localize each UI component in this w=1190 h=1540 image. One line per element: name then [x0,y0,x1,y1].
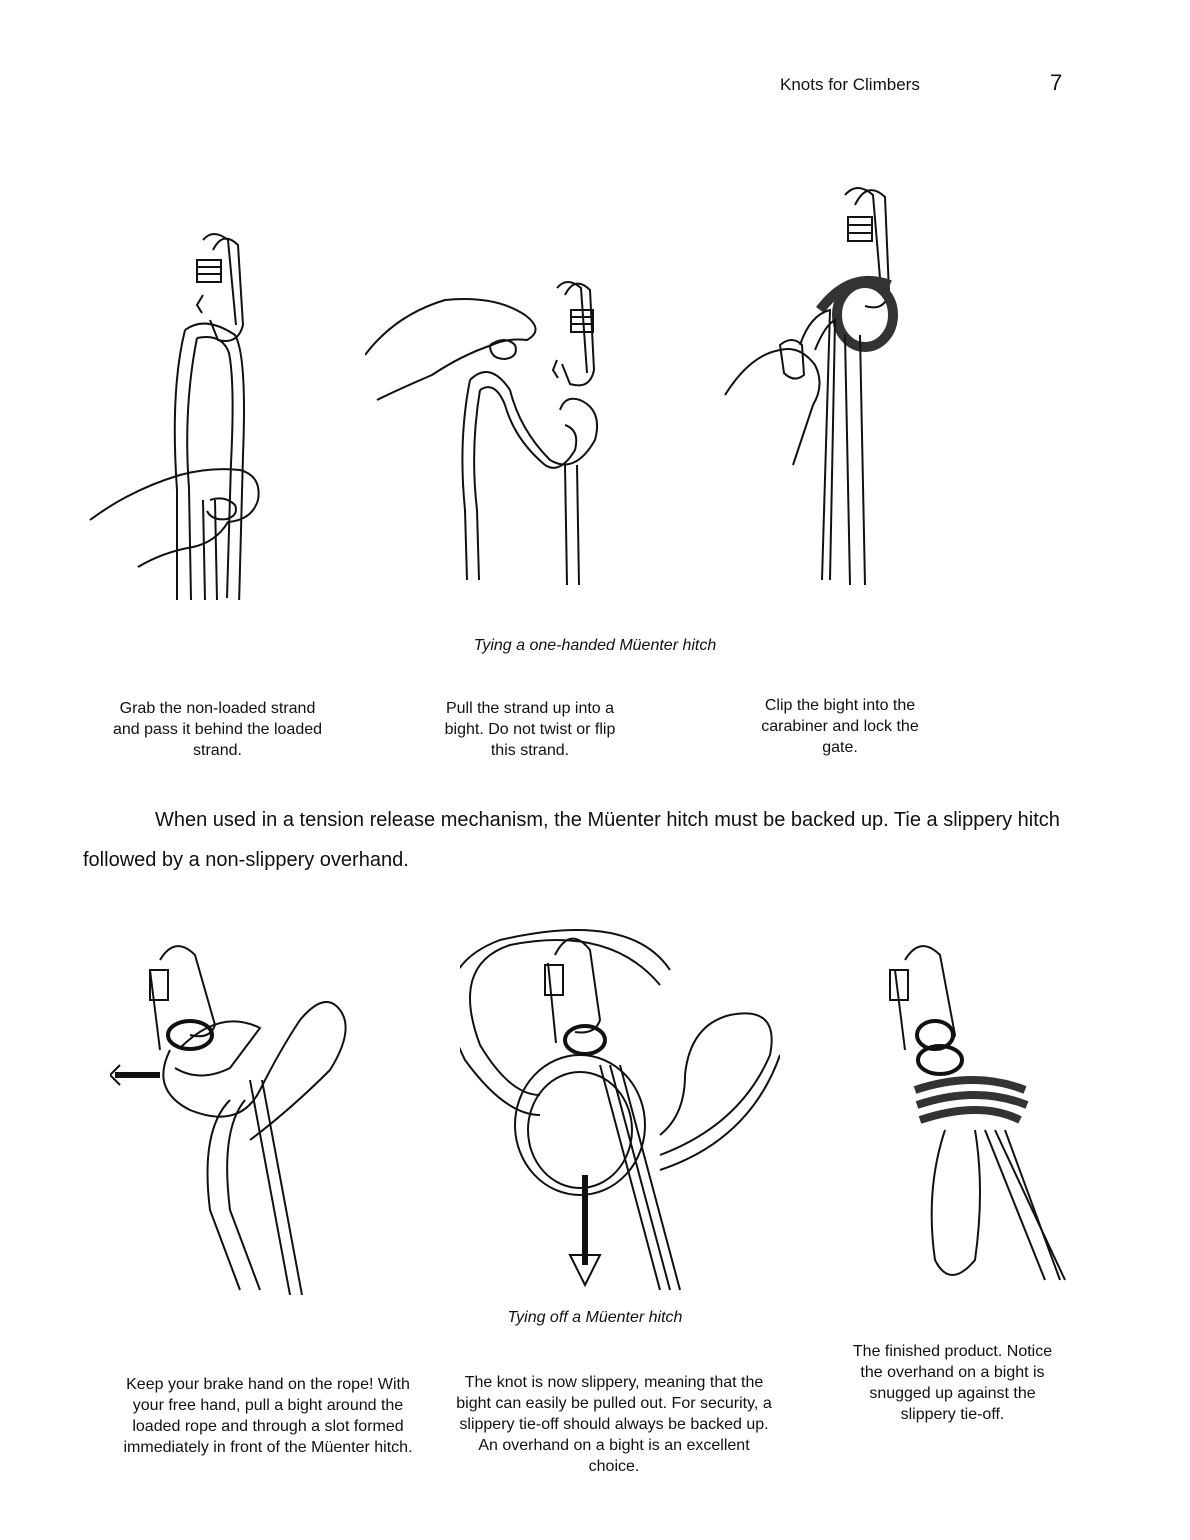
step-text-1: Grab the non-loaded strand and pass it behind the loaded strand. [112,700,323,759]
body-paragraph-text: When used in a tension release mechanism, the Müenter hitch must be backed up. Tie a slippery hitch followed by a non-slippery overhand. [83,809,1060,871]
illustration-grab-strand [85,220,285,600]
page-number: 7 [1050,70,1063,95]
step-text-5: The knot is now slippery, meaning that the bight can easily be pulled out. For security, a slippery tie-off should always be backed up. An overhand on a bight is an excellent choice. [456,1374,772,1475]
illustration-slippery-hitch [110,940,370,1300]
figure-caption-bottom: Tying off a Müenter hitch [507,1309,683,1326]
illustration-clip-bight [720,175,920,595]
step-text-3: Clip the bight into the carabiner and lock the gate. [761,697,919,756]
step-text-6: The finished product. Notice the overhand on a bight is snugged up against the slippery tie-off. [852,1343,1053,1423]
step-text-4: Keep your brake hand on the rope! With your free hand, pull a bight around the loaded rope and through a slot formed immediately in front of the Müenter hitch. [123,1376,413,1456]
running-header: Knots for Climbers [780,75,920,94]
step-text-2: Pull the strand up into a bight. Do not twist or flip this strand. [444,700,616,759]
body-paragraph [83,800,1093,880]
illustration-slippery-bight [460,925,780,1295]
figure-caption-top: Tying a one-handed Müenter hitch [473,637,717,654]
illustration-pull-bight [365,270,625,590]
illustration-finished-product [885,940,1085,1300]
